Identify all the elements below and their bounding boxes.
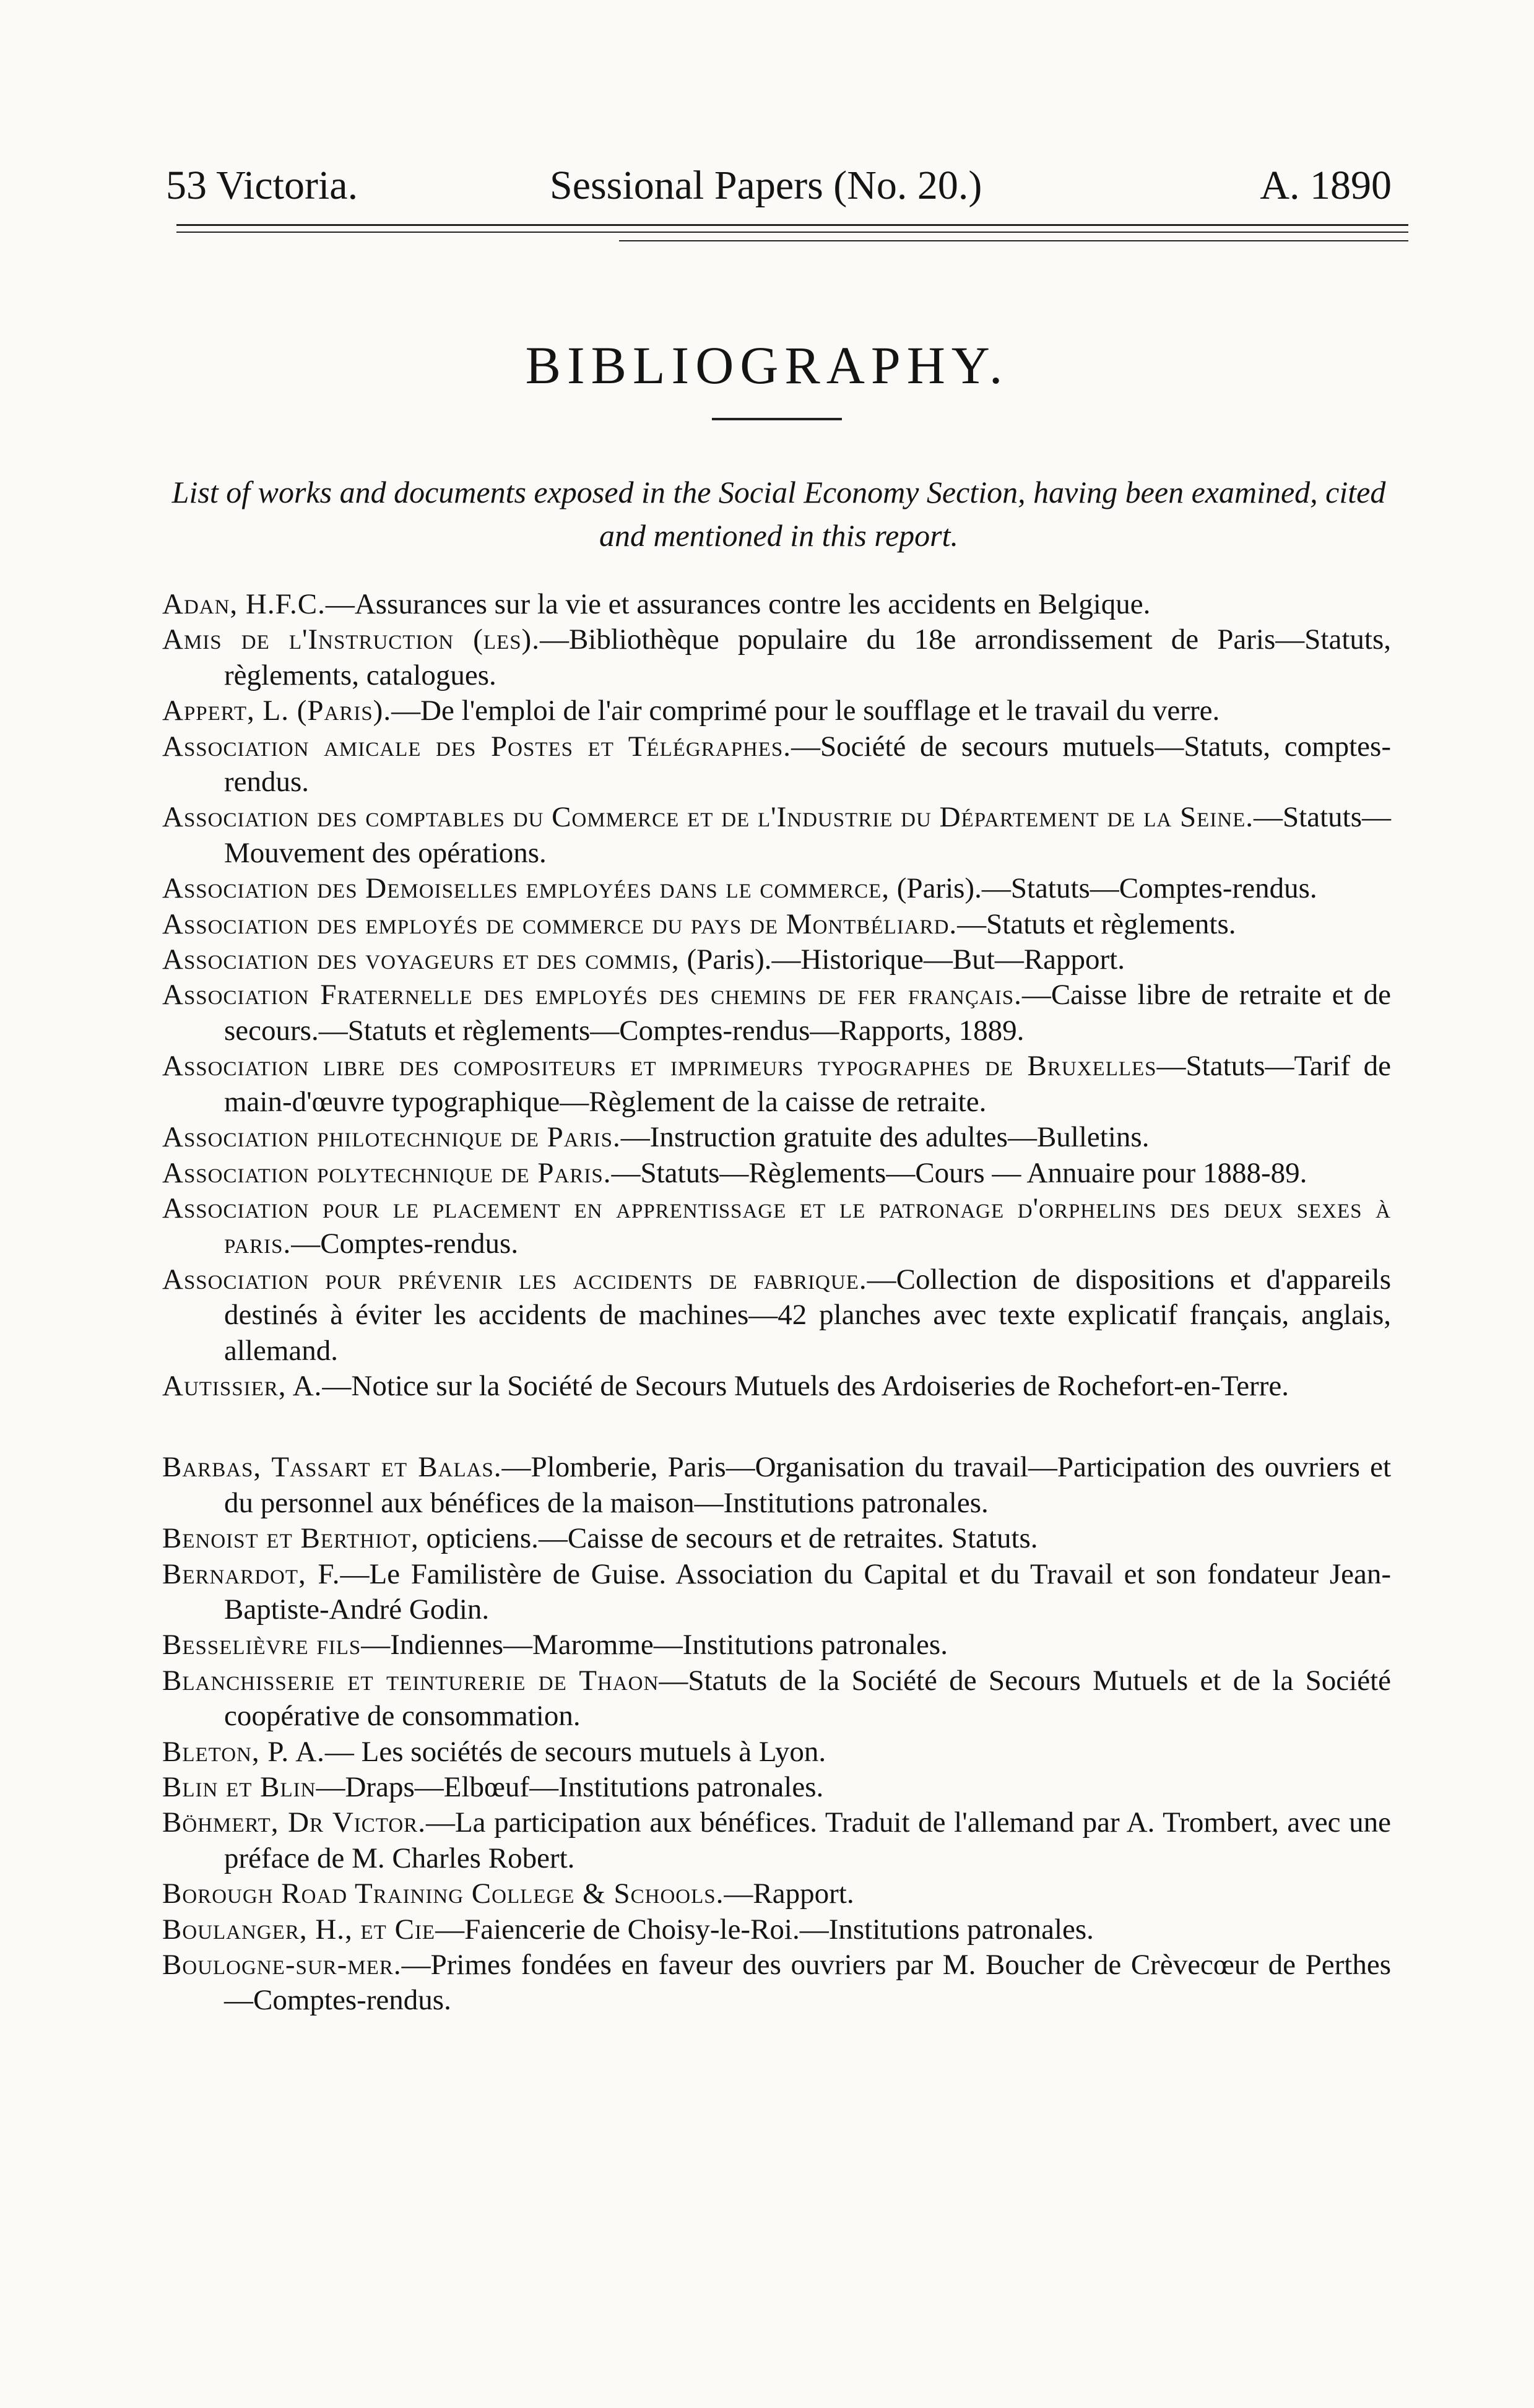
bibliography-entry — [162, 1262, 1391, 1369]
entry-head: Boulogne-sur-mer. — [162, 1949, 402, 1981]
entry-text: (Paris).—Historique—But—Rapport. — [679, 943, 1125, 976]
entry-head: Autissier, A. — [162, 1369, 323, 1402]
header-rule — [176, 224, 1408, 226]
header-rule — [176, 232, 1408, 233]
entry-text: —Instruction gratuite des adultes—Bulletins. — [620, 1121, 1150, 1154]
entry-text: —Draps—Elbœuf—Institutions patronales. — [316, 1771, 824, 1803]
entry-head: Barbas, Tassart et Balas. — [162, 1451, 502, 1484]
bibliography-entry — [162, 1805, 1391, 1876]
bibliography-entry — [162, 907, 1391, 942]
bibliography-entry — [162, 1876, 1391, 1912]
entry-text: —Bibliothèque populaire du 18e arrondissement de Paris—Statuts, règlements, catalogues. — [224, 623, 1391, 691]
entry-head: Association libre des compositeurs et imprimeurs typographes de Bruxelles — [162, 1050, 1157, 1083]
entry-text: —Statuts de la Société de Secours Mutuels et de la Société coopérative de consommation. — [224, 1664, 1392, 1733]
entry-head: Association amicale des Postes et Télégraphes. — [162, 730, 792, 763]
bibliography-entry — [162, 587, 1391, 622]
entry-head: Bernardot, F. — [162, 1557, 340, 1590]
entry-text: —De l'emploi de l'air comprimé pour le soufflage et le travail du verre. — [391, 695, 1220, 727]
entry-text: — Les sociétés de secours mutuels à Lyon. — [324, 1735, 826, 1768]
entry-head: Benoist et Berthiot, — [162, 1522, 419, 1555]
bibliography-entry — [162, 729, 1391, 800]
bibliography-entry — [162, 1369, 1391, 1404]
entry-head: Besselièvre fils — [162, 1629, 362, 1661]
entry-text: —Caisse libre de retraite et de secours.—Statuts et règlements—Comptes-rendus—Rapports, 1889. — [224, 979, 1391, 1047]
entry-head: Böhmert, Dr Victor. — [162, 1806, 426, 1839]
entry-head: Association philotechnique de Paris. — [162, 1121, 621, 1154]
entry-text: —Le Familistère de Guise. Association du Capital et du Travail et son fondateur Jean-Baptiste-André Godin. — [224, 1557, 1391, 1626]
entry-text: —Plomberie, Paris—Organisation du travail—Participation des ouvriers et du personnel aux bénéfices de la maison—Institutions patronales. — [224, 1451, 1391, 1519]
entry-head: Appert, L. (Paris). — [162, 695, 392, 727]
bibliography-entry — [162, 622, 1391, 693]
bibliography-entry — [162, 871, 1391, 906]
bibliography-list — [162, 587, 1391, 2019]
bibliography-entry — [162, 1049, 1391, 1120]
page-subtitle: List of works and documents exposed in the Social Economy Section, having been examined, cited and mentioned in this report. — [171, 475, 1386, 553]
entry-text: —Collection de dispositions et d'appareils destinés à éviter les accidents de machines—42 planches avec texte explicatif français, anglais, allemand. — [224, 1263, 1392, 1367]
running-header — [166, 162, 1392, 212]
entry-head: Association des employés de commerce du pays de Montbéliard. — [162, 907, 958, 940]
bibliography-entry — [162, 977, 1391, 1049]
bibliography-entry — [162, 1912, 1391, 1947]
page-title: BIBLIOGRAPHY. — [525, 336, 1009, 395]
header-year: A. 1890 — [1260, 163, 1392, 208]
entry-head: Association pour prévenir les accidents de fabrique. — [162, 1263, 867, 1296]
entry-text: —Statuts—Tarif de main-d'œuvre typographique—Règlement de la caisse de retraite. — [224, 1050, 1391, 1118]
entry-head: Adan, H.F.C. — [162, 588, 326, 620]
bibliography-entry — [162, 693, 1391, 729]
entry-head: Boulanger, H., et Cie — [162, 1913, 436, 1946]
bibliography-entry — [162, 1450, 1391, 1521]
bibliography-entry — [162, 1627, 1391, 1663]
entry-text: —Statuts—Mouvement des opérations. — [224, 801, 1392, 869]
entry-text: —La participation aux bénéfices. Traduit de l'allemand par A. Trombert, avec une préface de M. Charles Robert. — [224, 1806, 1392, 1874]
bibliography-entry — [162, 1521, 1391, 1556]
entry-text: —Rapport. — [724, 1877, 854, 1910]
entry-text: —Primes fondées en faveur des ouvriers par M. Boucher de Crèvecœur de Perthes—Comptes-rendus. — [224, 1949, 1391, 2017]
bibliography-entry — [162, 1120, 1391, 1155]
entry-head: Bleton, P. A. — [162, 1735, 325, 1768]
entry-head: Association pour le placement en apprentissage et le patronage d'orphelins des deux sexes à paris. — [162, 1192, 1391, 1260]
entry-head: Borough Road Training College & Schools. — [162, 1877, 724, 1910]
bibliography-entry — [162, 1947, 1391, 2019]
entry-text: (Paris).—Statuts—Comptes-rendus. — [890, 872, 1317, 905]
entry-head: Blanchisserie et teinturerie de Thaon — [162, 1664, 659, 1697]
entry-text: opticiens.—Caisse de secours et de retraites. Statuts. — [418, 1522, 1038, 1555]
entry-head: Blin et Blin — [162, 1771, 316, 1803]
entry-text: —Société de secours mutuels—Statuts, comptes-rendus. — [224, 730, 1391, 799]
bibliography-entry — [162, 942, 1391, 977]
entry-head: Association des Demoiselles employées dans le commerce, — [162, 872, 890, 905]
entry-text: —Statuts et règlements. — [957, 907, 1236, 940]
bibliography-entry — [162, 1735, 1391, 1770]
header-session: 53 Victoria. — [166, 163, 358, 208]
header-sessional-papers: Sessional Papers (No. 20.) — [550, 163, 982, 208]
entry-text: —Comptes-rendus. — [291, 1228, 519, 1260]
entry-head: Association des voyageurs et des commis, — [162, 943, 680, 976]
entry-head: Amis de l'Instruction (les). — [162, 623, 540, 656]
section-gap — [162, 1404, 1391, 1450]
bibliography-entry — [162, 1663, 1391, 1735]
entry-text: —Notice sur la Société de Secours Mutuels des Ardoiseries de Rochefort-en-Terre. — [322, 1369, 1289, 1402]
bibliography-entry — [162, 1191, 1391, 1262]
entry-head: Association Fraternelle des employés des chemins de fer français. — [162, 979, 1022, 1011]
entry-head: Association polytechnique de Paris. — [162, 1156, 612, 1189]
entry-text: —Faiencerie de Choisy-le-Roi.—Institutions patronales. — [435, 1913, 1094, 1946]
entry-text: —Statuts—Règlements—Cours — Annuaire pour 1888-89. — [611, 1156, 1307, 1189]
entry-text: —Assurances sur la vie et assurances contre les accidents en Belgique. — [325, 588, 1151, 620]
bibliography-entry — [162, 800, 1391, 871]
bibliography-entry — [162, 1557, 1391, 1628]
header-rule — [619, 240, 1408, 241]
entry-text: —Indiennes—Maromme—Institutions patronales. — [361, 1629, 948, 1661]
bibliography-entry — [162, 1770, 1391, 1805]
bibliography-entry — [162, 1156, 1391, 1191]
entry-head: Association des comptables du Commerce et de l'Industrie du Département de la Seine. — [162, 801, 1254, 834]
title-divider — [712, 418, 842, 420]
